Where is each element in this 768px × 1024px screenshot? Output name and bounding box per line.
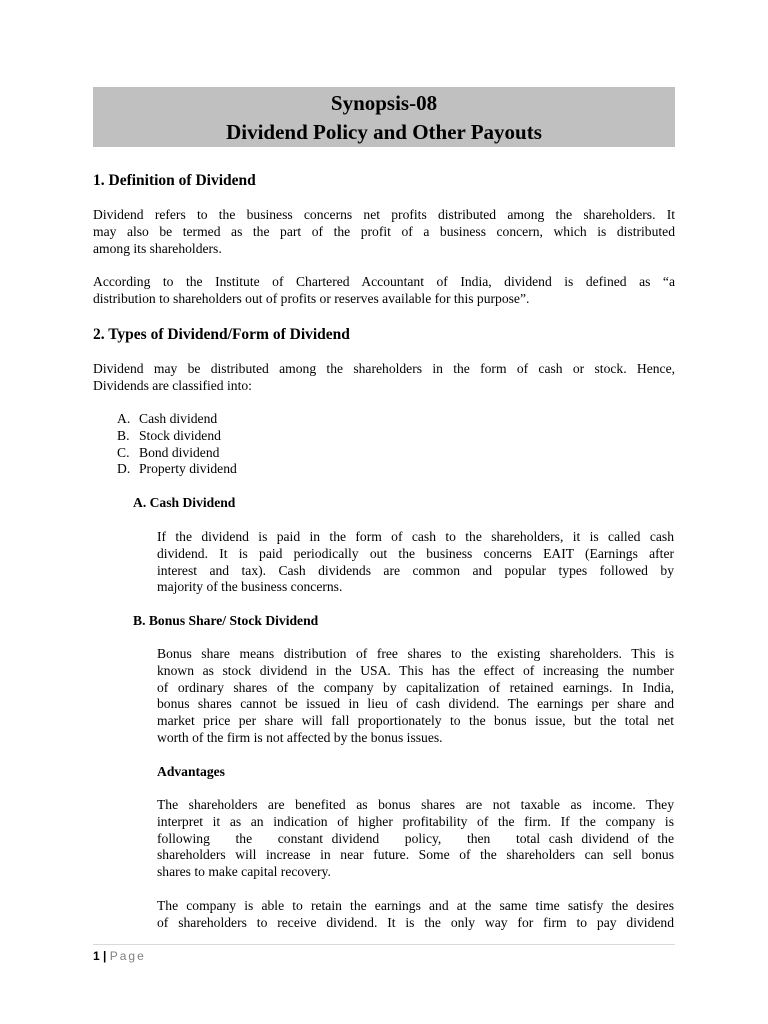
- text-line: The company is able to retain the earnings and at the same time satisfy the desires: [157, 898, 674, 913]
- text-line: Dividends are classified into:: [93, 377, 252, 393]
- text-line: dividend. It is paid periodically out the business concerns EAIT (Earnings after: [157, 545, 674, 561]
- advantages-heading: Advantages: [157, 764, 225, 779]
- text-line: may also be termed as the part of the profit of a business concern, which is distributed: [93, 223, 675, 239]
- text-line: of shareholders to receive dividend. It is the only way for firm to pay dividend: [157, 914, 674, 930]
- list-text: Property dividend: [139, 461, 237, 477]
- list-text: Cash dividend: [139, 411, 218, 426]
- section2-heading: 2. Types of Dividend/Form of Dividend: [93, 326, 350, 343]
- text-line: following the constant dividend policy, then total cash dividend of the: [157, 830, 674, 846]
- list-text: Bond dividend: [139, 444, 220, 460]
- cash-dividend-heading: A. Cash Dividend: [133, 495, 236, 510]
- text-line: shares to make capital recovery.: [157, 864, 331, 880]
- text-line: Dividend refers to the business concerns net profits distributed among the shareholders. It: [93, 207, 675, 222]
- document-title-line1: Synopsis-08: [330, 91, 438, 115]
- text-line: known as stock dividend in the USA. This has the effect of increasing the number: [157, 662, 674, 678]
- document-title-line2: Dividend Policy and Other Payouts: [226, 120, 542, 144]
- text-line: bonus shares cannot be issued in lieu of cash dividend. The earnings per share and: [157, 696, 674, 712]
- bonus-share-paragraph: [157, 646, 674, 747]
- footer-separator: |: [103, 949, 107, 963]
- list-marker: C.: [117, 444, 130, 460]
- text-line: among its shareholders.: [93, 240, 222, 256]
- page-footer: [93, 948, 146, 964]
- list-marker: A.: [117, 411, 131, 426]
- text-line: of ordinary shares of the company by capitalization of retained earnings. In India,: [157, 679, 674, 695]
- text-line: interpret it as an indication of higher profitability of the firm. If the company is: [157, 813, 674, 829]
- text-line: Bonus share means distribution of free shares to the existing shareholders. This is: [157, 646, 674, 661]
- text-line: worth of the firm is not affected by the bonus issues.: [157, 729, 443, 745]
- advantages-paragraph2: [157, 898, 674, 932]
- list-item: [117, 428, 237, 445]
- section1-paragraph1: [93, 207, 675, 257]
- section1-paragraph2: [93, 274, 675, 308]
- dividend-types-list: [117, 411, 237, 478]
- text-line: Dividend may be distributed among the shareholders in the form of cash or stock. Hence,: [93, 361, 675, 376]
- bonus-share-heading: B. Bonus Share/ Stock Dividend: [133, 613, 319, 628]
- list-text: Stock dividend: [139, 427, 221, 443]
- advantages-paragraph1: [157, 797, 674, 881]
- text-line: interest and tax). Cash dividends are common and popular types followed by: [157, 562, 674, 578]
- section2-intro: [93, 361, 675, 395]
- text-line: majority of the business concerns.: [157, 579, 343, 595]
- title-banner: [93, 87, 675, 147]
- list-item: [117, 445, 237, 462]
- text-line: shareholders will increase in near future. Some of the shareholders can sell bonus: [157, 847, 674, 863]
- cash-dividend-paragraph: [157, 529, 674, 596]
- section1-heading: 1. Definition of Dividend: [93, 172, 256, 189]
- list-marker: D.: [117, 461, 131, 477]
- text-line: distribution to shareholders out of profits or reserves available for this purpose”.: [93, 290, 530, 306]
- page-number: 1: [93, 949, 100, 963]
- footer-divider: [93, 944, 675, 945]
- text-line: If the dividend is paid in the form of cash to the shareholders, it is called cash: [157, 529, 674, 544]
- text-line: The shareholders are benefited as bonus shares are not taxable as income. They: [157, 797, 674, 812]
- page-label: Page: [109, 949, 146, 963]
- list-item: [117, 461, 237, 478]
- text-line: market price per share will fall proportionately to the bonus issue, but the total net: [157, 713, 674, 729]
- list-item: [117, 411, 237, 428]
- text-line: According to the Institute of Chartered Accountant of India, dividend is defined as “a: [93, 274, 675, 289]
- list-marker: B.: [117, 427, 130, 443]
